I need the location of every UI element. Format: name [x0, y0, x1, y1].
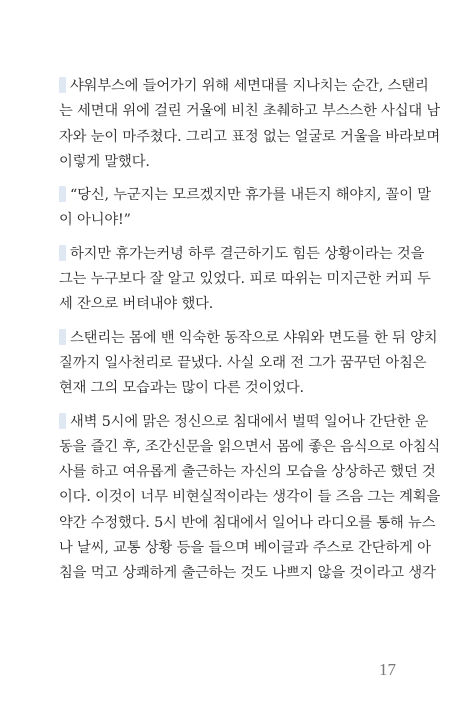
- text-line: 동을 즐긴 후, 조간신문을 읽으면서 몸에 좋은 음식으로 아침식: [59, 438, 441, 455]
- text-line: 그는 누구보다 잘 알고 있었다. 피로 따위는 미지근한 커피 두: [59, 271, 431, 288]
- text-line: 자와 눈이 마주쳤다. 그리고 표정 없는 얼굴로 거울을 바라보며: [59, 128, 441, 145]
- text-line: 하지만 휴가는커녕 하루 결근하기도 힘든 상황이라는 것을: [59, 242, 411, 267]
- paragraph-marker-icon: [59, 245, 66, 261]
- text-line: 세 잔으로 버텨내야 했다.: [59, 296, 214, 313]
- page-body-text: [59, 74, 441, 595]
- text-line: “당신, 누군지는 모르겠지만 휴가를 내든지 해야지, 꼴이 말: [59, 183, 411, 208]
- text-line: 나 날씨, 교통 상황 등을 들으며 베이글과 주스로 간단하게 아: [59, 540, 431, 557]
- text-line: 현재 그의 모습과는 많이 다른 것이었다.: [59, 380, 304, 397]
- text-line: 샤워부스에 들어가기 위해 세면대를 지나치는 순간, 스탠리: [59, 74, 411, 99]
- text-line: 이 아니야!”: [59, 212, 131, 229]
- text-line: 이렇게 말했다.: [59, 153, 150, 170]
- paragraph-1: [59, 74, 441, 175]
- text-line: 이다. 이것이 너무 비현실적이라는 생각이 들 즈음 그는 계획을: [59, 489, 441, 506]
- paragraph-marker-icon: [59, 77, 66, 93]
- text-line: 스탠리는 몸에 밴 익숙한 동작으로 샤워와 면도를 한 뒤 양치: [59, 326, 411, 351]
- page-number: 17: [379, 660, 396, 679]
- paragraph-marker-icon: [59, 329, 66, 345]
- text-line: 새벽 5시에 맑은 정신으로 침대에서 벌떡 일어나 간단한 운: [59, 410, 411, 435]
- text-line: 침을 먹고 상쾌하게 출근하는 것도 나쁘지 않을 것이라고 생각: [59, 565, 436, 582]
- paragraph-marker-icon: [59, 186, 66, 202]
- paragraph-2: [59, 183, 431, 234]
- paragraph-3: [59, 242, 431, 318]
- paragraph-4: [59, 326, 438, 402]
- text-line: 약간 수정했다. 5시 반에 침대에서 일어나 라디오를 통해 뉴스: [59, 514, 436, 531]
- text-line: 는 세면대 위에 걸린 거울에 비친 초췌하고 부스스한 사십대 남: [59, 103, 441, 120]
- text-line: 질까지 일사천리로 끝냈다. 사실 오래 전 그가 꿈꾸던 아침은: [59, 354, 427, 371]
- text-line: 사를 하고 여유롭게 출근하는 자신의 모습을 상상하곤 했던 것: [59, 464, 436, 481]
- paragraph-5: [59, 410, 441, 587]
- paragraph-marker-icon: [59, 413, 66, 429]
